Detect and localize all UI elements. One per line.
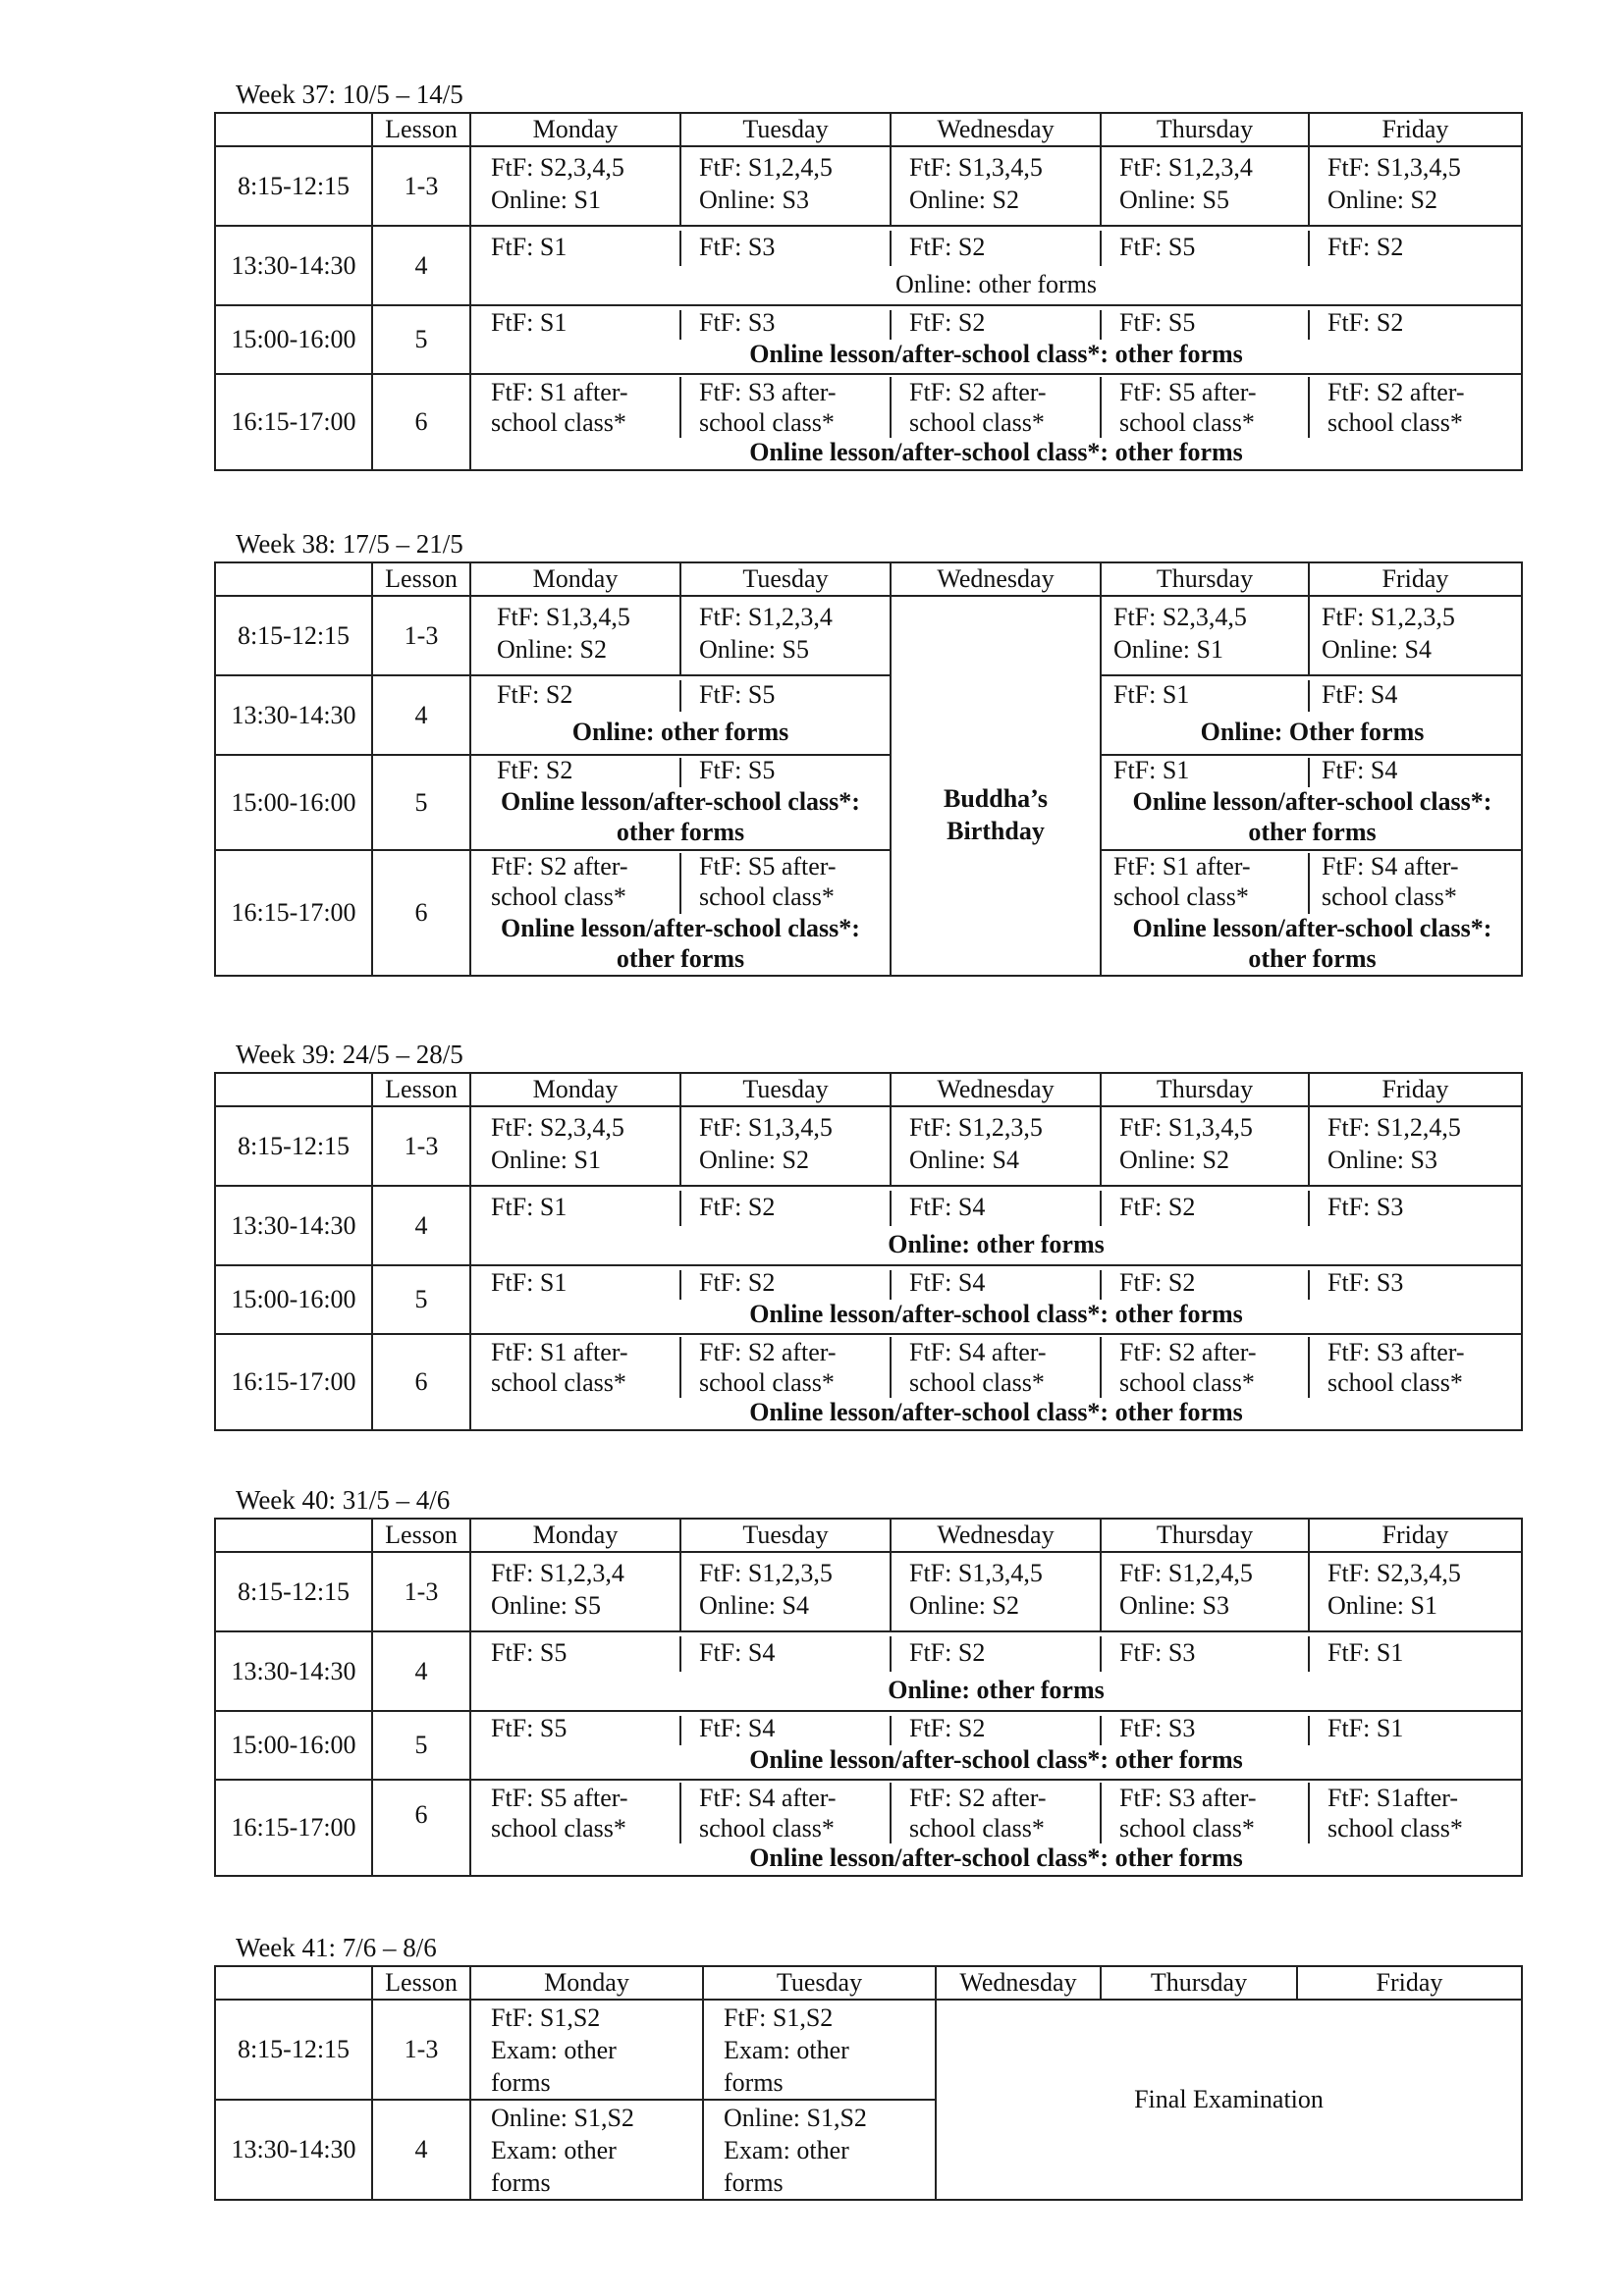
week-title: Week 40: 31/5 – 4/6 (236, 1485, 451, 1515)
lesson-cell: 6 (372, 1334, 470, 1430)
slot-tue: Online: S1,S2 Exam: other forms (703, 2100, 936, 2200)
slot-fri: FtF: S2 (1327, 308, 1404, 337)
day-thursday: Thursday (1101, 1966, 1297, 2000)
slot-mon: FtF: S2,3,4,5 Online: S1 (491, 1113, 624, 1174)
day-headers (470, 113, 1522, 146)
slot-mon: FtF: S1 (491, 233, 568, 261)
slot-wed: FtF: S2 (909, 308, 986, 337)
timetable-week-37 (214, 112, 1523, 471)
online-note: Online: other forms (888, 1230, 1105, 1258)
slot-mon: FtF: S2 (497, 756, 573, 784)
row-lesson-4 (470, 1186, 1522, 1265)
row-lessons-1-3 (470, 1552, 1522, 1631)
day-friday: Friday (1297, 1966, 1522, 2000)
slot-wed: FtF: S1,3,4,5 Online: S2 (909, 1559, 1043, 1620)
slot-thu: FtF: S1 (1113, 756, 1190, 784)
slot-tue: FtF: S1,S2 Exam: other forms (703, 2000, 936, 2100)
slot-mon: FtF: S1 after- school class* (491, 1338, 628, 1397)
slot-fri: FtF: S4 (1322, 680, 1398, 709)
day-friday: Friday (1381, 1075, 1449, 1103)
slot-tue: FtF: S1,2,4,5 Online: S3 (699, 153, 833, 214)
week-37-block (214, 77, 1521, 471)
day-headers (470, 1073, 1522, 1106)
empty-header (215, 1519, 372, 1552)
day-tuesday: Tuesday (742, 1521, 829, 1549)
slot-thu: FtF: S5 after- school class* (1119, 378, 1257, 437)
slot-fri: FtF: S3 after- school class* (1327, 1338, 1465, 1397)
row-lesson-5 (470, 1711, 1522, 1780)
lesson-cell: 6 (372, 1780, 470, 1876)
day-friday: Friday (1381, 1521, 1449, 1549)
slot-wed: FtF: S1,2,3,5 Online: S4 (909, 1113, 1043, 1174)
online-note: Online: other forms (571, 718, 789, 746)
week-title: Week 41: 7/6 – 8/6 (236, 1933, 437, 1962)
day-friday: Friday (1381, 564, 1449, 593)
time-cell: 13:30-14:30 (215, 226, 372, 305)
time-cell: 13:30-14:30 (215, 675, 372, 755)
slot-mon: FtF: S1 after- school class* (491, 378, 628, 437)
slot-tue: FtF: S2 (699, 1193, 776, 1221)
lesson-cell: 5 (372, 755, 470, 850)
time-cell: 8:15-12:15 (215, 146, 372, 226)
slot-fri: FtF: S1 (1327, 1714, 1404, 1742)
holiday-label: Buddha’s Birthday (944, 784, 1048, 845)
online-note: Online lesson/after-school class*: other forms (749, 1300, 1243, 1328)
slot-fri: FtF: S1,3,4,5 Online: S2 (1327, 153, 1461, 214)
time-cell: 16:15-17:00 (215, 850, 372, 976)
slot-tue: FtF: S2 after- school class* (699, 1338, 837, 1397)
slot-thu: FtF: S1 (1113, 680, 1190, 709)
week-title: Week 39: 24/5 – 28/5 (236, 1040, 463, 1069)
timetable-week-40 (214, 1518, 1523, 1877)
day-monday: Monday (532, 1521, 619, 1549)
online-note: Online lesson/after-school class*: other forms (1132, 914, 1492, 973)
slot-mon: FtF: S2 (497, 680, 573, 709)
lesson-cell: 1-3 (372, 146, 470, 226)
week-title: Week 37: 10/5 – 14/5 (236, 80, 463, 109)
time-cell: 15:00-16:00 (215, 1265, 372, 1334)
online-note: Online: other forms (894, 270, 1098, 298)
day-headers (470, 562, 1522, 596)
online-note: Online: Other forms (1200, 718, 1425, 746)
slot-tue: FtF: S5 (699, 680, 776, 709)
slot-wed: FtF: S2 (909, 1638, 986, 1667)
lesson-cell: 5 (372, 305, 470, 374)
week-40-block (214, 1482, 1521, 1877)
slot-mon: FtF: S1 (491, 1268, 568, 1297)
empty-header (215, 562, 372, 596)
row-lesson-6 (470, 1334, 1522, 1430)
day-tuesday: Tuesday (703, 1966, 936, 2000)
online-note: Online lesson/after-school class*: other forms (749, 1843, 1243, 1872)
week-38-grid (470, 596, 1522, 976)
slot-thu: FtF: S2,3,4,5 Online: S1 (1113, 603, 1247, 664)
time-cell: 13:30-14:30 (215, 1186, 372, 1265)
slot-mon: FtF: S1,S2 Exam: other forms (470, 2000, 703, 2100)
slot-wed: FtF: S2 after- school class* (909, 378, 1047, 437)
slot-thu: FtF: S1,2,3,4 Online: S5 (1119, 153, 1253, 214)
online-note: Online lesson/after-school class*: other forms (749, 1398, 1243, 1426)
day-thursday: Thursday (1156, 1521, 1254, 1549)
slot-mon: FtF: S5 (491, 1714, 568, 1742)
lesson-cell: 1-3 (372, 1106, 470, 1186)
week-41-block (214, 1930, 1521, 2201)
slot-fri: FtF: S2 (1327, 233, 1404, 261)
lesson-cell: 4 (372, 226, 470, 305)
lesson-header: Lesson (372, 113, 470, 146)
time-cell: 8:15-12:15 (215, 596, 372, 675)
day-monday: Monday (532, 1075, 619, 1103)
row-lesson-5 (470, 305, 1522, 374)
slot-thu: FtF: S3 (1119, 1714, 1196, 1742)
row-lesson-5 (470, 1265, 1522, 1334)
slot-wed: FtF: S2 after- school class* (909, 1784, 1047, 1842)
time-cell: 16:15-17:00 (215, 1780, 372, 1876)
slot-tue: FtF: S4 (699, 1638, 776, 1667)
online-note: Online lesson/after-school class*: other forms (749, 1745, 1243, 1774)
slot-thu: FtF: S5 (1119, 233, 1196, 261)
time-cell: 13:30-14:30 (215, 2100, 372, 2200)
row-lesson-6 (470, 1780, 1522, 1876)
slot-tue: FtF: S4 (699, 1714, 776, 1742)
slot-mon: FtF: S1,3,4,5 Online: S2 (497, 603, 630, 664)
online-note: Online lesson/after-school class*: other forms (501, 914, 860, 973)
lesson-header: Lesson (372, 1966, 470, 2000)
day-monday: Monday (532, 115, 619, 143)
slot-tue: FtF: S4 after- school class* (699, 1784, 837, 1842)
slot-thu: FtF: S2 after- school class* (1119, 1338, 1257, 1397)
time-cell: 13:30-14:30 (215, 1631, 372, 1711)
empty-header (215, 113, 372, 146)
slot-wed: FtF: S2 (909, 1714, 986, 1742)
day-monday: Monday (470, 1966, 703, 2000)
day-wednesday: Wednesday (937, 1521, 1055, 1549)
day-tuesday: Tuesday (742, 1075, 829, 1103)
slot-mon: FtF: S1 (491, 308, 568, 337)
day-thursday: Thursday (1156, 1075, 1254, 1103)
time-cell: 15:00-16:00 (215, 1711, 372, 1780)
day-thursday: Thursday (1156, 115, 1254, 143)
lesson-cell: 6 (372, 850, 470, 976)
slot-thu: FtF: S2 (1119, 1268, 1196, 1297)
slot-thu: FtF: S2 (1119, 1193, 1196, 1221)
slot-thu: FtF: S3 after- school class* (1119, 1784, 1257, 1842)
slot-wed: FtF: S2 (909, 233, 986, 261)
slot-mon: FtF: S2,3,4,5 Online: S1 (491, 153, 624, 214)
online-note: Online lesson/after-school class*: other forms (749, 340, 1243, 368)
timetable-week-41 (214, 1965, 1523, 2201)
lesson-cell: 1-3 (372, 596, 470, 675)
slot-tue: FtF: S1,2,3,4 Online: S5 (699, 603, 833, 664)
slot-tue: FtF: S3 after- school class* (699, 378, 837, 437)
slot-thu: FtF: S1,2,4,5 Online: S3 (1119, 1559, 1253, 1620)
online-note: Online: other forms (888, 1676, 1105, 1704)
time-cell: 16:15-17:00 (215, 1334, 372, 1430)
slot-tue: FtF: S1,2,3,5 Online: S4 (699, 1559, 833, 1620)
slot-wed: FtF: S4 after- school class* (909, 1338, 1047, 1397)
empty-header (215, 1073, 372, 1106)
row-lessons-1-3 (470, 146, 1522, 226)
day-headers (470, 1519, 1522, 1552)
slot-thu: FtF: S1,3,4,5 Online: S2 (1119, 1113, 1253, 1174)
day-tuesday: Tuesday (742, 115, 829, 143)
day-wednesday: Wednesday (936, 1966, 1101, 2000)
day-wednesday: Wednesday (937, 115, 1055, 143)
slot-tue: FtF: S5 (699, 756, 776, 784)
slot-thu: FtF: S1 after- school class* (1113, 852, 1251, 911)
time-cell: 15:00-16:00 (215, 305, 372, 374)
week-title: Week 38: 17/5 – 21/5 (236, 529, 463, 559)
lesson-header: Lesson (372, 562, 470, 596)
timetable-week-38 (214, 561, 1523, 977)
slot-fri: FtF: S4 after- school class* (1322, 852, 1459, 911)
time-cell: 15:00-16:00 (215, 755, 372, 850)
lesson-cell: 4 (372, 2100, 470, 2200)
final-examination: Final Examination (936, 2000, 1522, 2200)
slot-fri: FtF: S4 (1322, 756, 1398, 784)
slot-mon: FtF: S5 (491, 1638, 568, 1667)
lesson-cell: 1-3 (372, 1552, 470, 1631)
slot-mon: FtF: S1,2,3,4 Online: S5 (491, 1559, 624, 1620)
online-note: Online lesson/after-school class*: other forms (749, 438, 1243, 466)
slot-fri: FtF: S3 (1327, 1268, 1404, 1297)
day-wednesday: Wednesday (937, 1075, 1055, 1103)
time-cell: 8:15-12:15 (215, 1106, 372, 1186)
slot-fri: FtF: S1,2,4,5 Online: S3 (1327, 1113, 1461, 1174)
week-38-block (214, 526, 1521, 977)
slot-mon: FtF: S1 (491, 1193, 568, 1221)
slot-wed: FtF: S4 (909, 1193, 986, 1221)
lesson-cell: 5 (372, 1265, 470, 1334)
slot-tue: FtF: S3 (699, 233, 776, 261)
slot-mon: Online: S1,S2 Exam: other forms (470, 2100, 703, 2200)
lesson-cell: 4 (372, 675, 470, 755)
week-39-block (214, 1037, 1521, 1431)
slot-fri: FtF: S2 after- school class* (1327, 378, 1465, 437)
day-friday: Friday (1381, 115, 1449, 143)
row-lessons-1-3 (470, 1106, 1522, 1186)
slot-fri: FtF: S1,2,3,5 Online: S4 (1322, 603, 1455, 664)
slot-tue: FtF: S3 (699, 308, 776, 337)
slot-tue: FtF: S1,3,4,5 Online: S2 (699, 1113, 833, 1174)
slot-tue: FtF: S2 (699, 1268, 776, 1297)
lesson-cell: 4 (372, 1186, 470, 1265)
day-wednesday: Wednesday (937, 564, 1055, 593)
slot-thu: FtF: S5 (1119, 308, 1196, 337)
slot-tue: FtF: S5 after- school class* (699, 852, 837, 911)
lesson-header: Lesson (372, 1073, 470, 1106)
slot-mon: FtF: S2 after- school class* (491, 852, 628, 911)
lesson-cell: 5 (372, 1711, 470, 1780)
lesson-cell: 6 (372, 374, 470, 470)
row-lesson-4 (470, 1631, 1522, 1711)
time-cell: 16:15-17:00 (215, 374, 372, 470)
slot-thu: FtF: S3 (1119, 1638, 1196, 1667)
online-note: Online lesson/after-school class*: other forms (1132, 787, 1492, 846)
online-note: Online lesson/after-school class*: other forms (501, 787, 860, 846)
slot-fri: FtF: S2,3,4,5 Online: S1 (1327, 1559, 1461, 1620)
slot-mon: FtF: S5 after- school class* (491, 1784, 628, 1842)
day-tuesday: Tuesday (742, 564, 829, 593)
time-cell: 8:15-12:15 (215, 1552, 372, 1631)
day-thursday: Thursday (1156, 564, 1254, 593)
row-lesson-6 (470, 374, 1522, 470)
timetable-week-39 (214, 1072, 1523, 1431)
time-cell: 8:15-12:15 (215, 2000, 372, 2100)
lesson-cell: 1-3 (372, 2000, 470, 2100)
row-lesson-4 (470, 226, 1522, 305)
empty-header (215, 1966, 372, 2000)
slot-fri: FtF: S1 (1327, 1638, 1404, 1667)
slot-fri: FtF: S1after- school class* (1327, 1784, 1463, 1842)
slot-wed: FtF: S4 (909, 1268, 986, 1297)
slot-wed: FtF: S1,3,4,5 Online: S2 (909, 153, 1043, 214)
lesson-cell: 4 (372, 1631, 470, 1711)
slot-fri: FtF: S3 (1327, 1193, 1404, 1221)
lesson-header: Lesson (372, 1519, 470, 1552)
day-monday: Monday (532, 564, 619, 593)
